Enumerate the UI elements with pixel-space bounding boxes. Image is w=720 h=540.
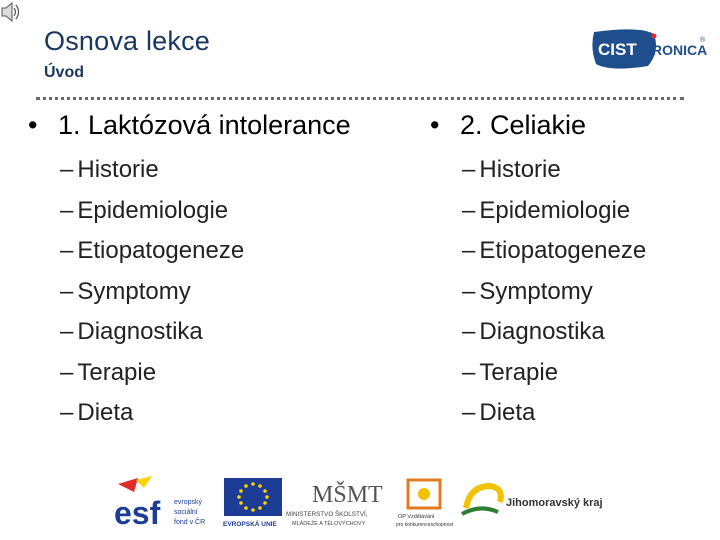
jihomoravsky-kraj-logo <box>460 474 612 530</box>
speaker-icon[interactable] <box>0 0 22 24</box>
svg-text:MINISTERSTVO ŠKOLSTVÍ,: MINISTERSTVO ŠKOLSTVÍ, <box>286 511 368 518</box>
title-divider <box>36 97 684 100</box>
eu-label: EVROPSKÁ UNIE <box>223 521 277 528</box>
logo-registered-mark: ® <box>700 37 706 44</box>
left-column <box>28 108 351 434</box>
list-item: – Etiopatogeneze <box>462 237 647 264</box>
list-item: – Terapie <box>462 358 559 386</box>
list-item: – Historie <box>462 156 561 183</box>
list-item: – Etiopatogeneze <box>60 237 245 264</box>
right-heading-text: 2. Celiakie <box>460 110 587 140</box>
svg-text:fond v ČR: fond v ČR <box>174 519 206 526</box>
list-item: – Symptomy <box>60 277 191 305</box>
cistronica-logo <box>590 28 708 70</box>
right-heading <box>430 108 646 142</box>
list-item: – Historie <box>60 156 159 183</box>
list-item: – Terapie <box>60 358 157 386</box>
msmt-logo <box>284 474 392 530</box>
svg-text:OP Vzdělávání: OP Vzdělávání <box>398 514 435 520</box>
esf-big-text: esf <box>114 495 161 530</box>
left-bullet: • <box>28 110 38 140</box>
left-sublist <box>60 150 351 434</box>
svg-text:MLÁDEŽE A TĚLOVÝCHOVY: MLÁDEŽE A TĚLOVÝCHOVY <box>292 521 366 527</box>
left-heading-text: 1. Laktózová intolerance <box>58 110 351 140</box>
eu-flag-logo <box>222 474 284 530</box>
op-vk-logo <box>396 474 460 530</box>
list-item: – Diagnostika <box>60 318 203 345</box>
logo-text-ronica: RONICA <box>652 42 708 58</box>
right-column <box>430 108 646 434</box>
msmt-mark: MŠMT <box>312 482 383 508</box>
right-sublist <box>462 150 646 434</box>
list-item: – Diagnostika <box>462 318 605 345</box>
svg-text:sociální: sociální <box>174 509 198 516</box>
list-item: – Epidemiologie <box>462 196 631 224</box>
list-item: – Dieta <box>462 399 536 426</box>
list-item: – Symptomy <box>462 277 593 305</box>
logo-text-cist: CIST <box>598 40 637 59</box>
left-heading <box>28 108 351 142</box>
kraj-label: Jihomoravský kraj <box>506 497 603 509</box>
list-item: – Epidemiologie <box>60 196 229 224</box>
svg-text:evropský: evropský <box>174 499 203 506</box>
list-item: – Dieta <box>60 399 134 426</box>
svg-text:pro konkurenceschopnost: pro konkurenceschopnost <box>396 522 454 528</box>
right-bullet: • <box>430 110 440 140</box>
page-subtitle: Úvod <box>44 64 84 81</box>
esf-logo <box>114 474 214 530</box>
page-title: Osnova lekce <box>44 26 210 56</box>
